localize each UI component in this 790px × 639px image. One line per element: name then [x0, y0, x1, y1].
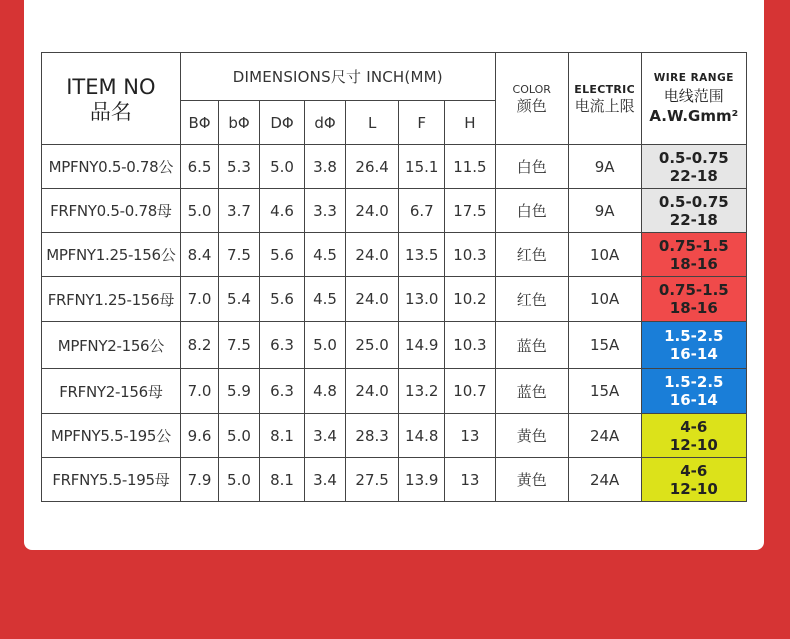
wire-range-awg: 12-10 — [669, 479, 718, 498]
dim-cell: 6.3 — [259, 322, 305, 369]
dim-cell: 5.0 — [180, 189, 218, 233]
dim-cell: 7.5 — [219, 233, 260, 277]
dim-cell: 4.6 — [259, 189, 305, 233]
wire-range-awg: 18-16 — [669, 299, 718, 317]
dim-cell: 8.1 — [259, 414, 305, 458]
dim-cell: 28.3 — [345, 414, 399, 458]
wire-range-mm: 0.75-1.5 — [658, 236, 729, 255]
dim-cell: 13.5 — [399, 233, 445, 277]
wire-range-awg: 18-16 — [669, 254, 718, 273]
table-row — [42, 233, 747, 277]
wire-range-header-label: WIRE RANGE — [653, 72, 734, 84]
item-cell: FRFNY0.5-0.78母 — [42, 189, 181, 233]
color-cell: 黄色 — [495, 458, 568, 502]
wire-range-mm: 1.5-2.5 — [664, 327, 724, 345]
wire-range-mm: 0.75-1.5 — [658, 281, 729, 299]
dim-cell: 5.0 — [259, 145, 305, 189]
dim-cell: 17.5 — [445, 189, 496, 233]
dim-cell: 8.1 — [259, 458, 305, 502]
dim-cell: 10.7 — [445, 369, 496, 414]
item-cell: FRFNY1.25-156母 — [42, 277, 181, 322]
item-no-header — [42, 53, 181, 145]
wire-range-awg: 12-10 — [669, 435, 718, 454]
current-cell: 15A — [568, 322, 641, 369]
dim-cell: 5.0 — [219, 414, 260, 458]
dim-cell: 7.9 — [180, 458, 218, 502]
wire-range-cell — [641, 322, 746, 369]
color-header-label-cn: 颜色 — [516, 97, 547, 115]
item-cell: MPFNY2-156公 — [42, 322, 181, 369]
dim-header-d: dΦ — [305, 101, 346, 145]
dim-cell: 3.4 — [305, 458, 346, 502]
wire-range-mm: 0.5-0.75 — [658, 148, 729, 167]
dim-cell: 25.0 — [345, 322, 399, 369]
dim-cell: 4.8 — [305, 369, 346, 414]
color-cell: 白色 — [495, 189, 568, 233]
dim-cell: 24.0 — [345, 233, 399, 277]
electric-header-label-cn: 电流上限 — [574, 97, 635, 115]
table-row — [42, 189, 747, 233]
wire-range-cell — [641, 369, 746, 414]
wire-range-awg: 22-18 — [669, 210, 718, 229]
dim-cell: 27.5 — [345, 458, 399, 502]
item-cell: FRFNY5.5-195母 — [42, 458, 181, 502]
current-cell: 24A — [568, 414, 641, 458]
color-cell: 黄色 — [495, 414, 568, 458]
wire-range-awg: 16-14 — [669, 345, 718, 363]
color-cell: 蓝色 — [495, 322, 568, 369]
current-cell: 9A — [568, 189, 641, 233]
table-row — [42, 322, 747, 369]
spec-table — [41, 52, 747, 502]
dim-cell: 3.7 — [219, 189, 260, 233]
dim-cell: 7.0 — [180, 369, 218, 414]
dim-cell: 3.8 — [305, 145, 346, 189]
dim-cell: 8.2 — [180, 322, 218, 369]
dim-cell: 13.2 — [399, 369, 445, 414]
dim-cell: 5.4 — [219, 277, 260, 322]
dim-cell: 7.0 — [180, 277, 218, 322]
dim-header-L: L — [345, 101, 399, 145]
color-cell: 红色 — [495, 277, 568, 322]
color-cell: 红色 — [495, 233, 568, 277]
item-no-label-cn: 品名 — [89, 99, 132, 124]
wire-range-cell — [641, 277, 746, 322]
dim-cell: 14.9 — [399, 322, 445, 369]
item-cell: MPFNY0.5-0.78公 — [42, 145, 181, 189]
dim-cell: 24.0 — [345, 189, 399, 233]
dim-cell: 15.1 — [399, 145, 445, 189]
wire-range-cell — [641, 145, 746, 189]
dim-header-B: BΦ — [180, 101, 218, 145]
dim-cell: 6.3 — [259, 369, 305, 414]
dim-cell: 3.3 — [305, 189, 346, 233]
dim-cell: 4.5 — [305, 277, 346, 322]
dim-cell: 5.0 — [219, 458, 260, 502]
dim-cell: 6.7 — [399, 189, 445, 233]
color-cell: 白色 — [495, 145, 568, 189]
dim-cell: 24.0 — [345, 277, 399, 322]
current-cell: 9A — [568, 145, 641, 189]
wire-range-header-unit: A.W.Gmm² — [649, 107, 739, 125]
current-cell: 24A — [568, 458, 641, 502]
item-cell: MPFNY1.25-156公 — [42, 233, 181, 277]
item-cell: MPFNY5.5-195公 — [42, 414, 181, 458]
dim-cell: 8.4 — [180, 233, 218, 277]
dim-cell: 14.8 — [399, 414, 445, 458]
table-row — [42, 414, 747, 458]
wire-range-cell — [641, 458, 746, 502]
table-row — [42, 458, 747, 502]
wire-range-mm: 4-6 — [680, 461, 708, 480]
dim-cell: 11.5 — [445, 145, 496, 189]
dim-cell: 9.6 — [180, 414, 218, 458]
dim-cell: 4.5 — [305, 233, 346, 277]
wire-range-cell — [641, 189, 746, 233]
dimensions-header: DIMENSIONS尺寸 INCH(MM) — [180, 53, 495, 101]
color-header — [495, 53, 568, 145]
dim-header-H: H — [445, 101, 496, 145]
dim-cell: 26.4 — [345, 145, 399, 189]
dim-cell: 5.9 — [219, 369, 260, 414]
dim-cell: 3.4 — [305, 414, 346, 458]
dim-cell: 5.6 — [259, 233, 305, 277]
dim-cell: 5.0 — [305, 322, 346, 369]
table-row — [42, 277, 747, 322]
wire-range-awg: 22-18 — [669, 166, 718, 185]
dim-cell: 13.0 — [399, 277, 445, 322]
wire-range-header — [641, 53, 746, 145]
current-cell: 10A — [568, 277, 641, 322]
color-header-label: COLOR — [512, 83, 551, 96]
dim-cell: 13 — [445, 414, 496, 458]
table-row — [42, 145, 747, 189]
wire-range-header-label-cn: 电线范围 — [663, 87, 724, 105]
wire-range-mm: 0.5-0.75 — [658, 192, 729, 211]
dim-header-F: F — [399, 101, 445, 145]
wire-range-mm: 4-6 — [680, 417, 708, 436]
table-row — [42, 369, 747, 414]
dim-cell: 6.5 — [180, 145, 218, 189]
dim-cell: 13.9 — [399, 458, 445, 502]
electric-header — [568, 53, 641, 145]
current-cell: 10A — [568, 233, 641, 277]
dim-cell: 10.2 — [445, 277, 496, 322]
wire-range-awg: 16-14 — [669, 391, 718, 409]
dim-cell: 5.6 — [259, 277, 305, 322]
current-cell: 15A — [568, 369, 641, 414]
color-cell: 蓝色 — [495, 369, 568, 414]
dim-cell: 24.0 — [345, 369, 399, 414]
dim-cell: 13 — [445, 458, 496, 502]
dim-cell: 5.3 — [219, 145, 260, 189]
dim-header-b: bΦ — [219, 101, 260, 145]
wire-range-mm: 1.5-2.5 — [664, 373, 724, 391]
dim-cell: 7.5 — [219, 322, 260, 369]
electric-header-label: ELECTRIC — [574, 83, 635, 96]
wire-range-cell — [641, 233, 746, 277]
dim-cell: 10.3 — [445, 322, 496, 369]
dim-header-D: DΦ — [259, 101, 305, 145]
item-cell: FRFNY2-156母 — [42, 369, 181, 414]
wire-range-cell — [641, 414, 746, 458]
dim-cell: 10.3 — [445, 233, 496, 277]
item-no-label: ITEM NO — [66, 74, 156, 99]
